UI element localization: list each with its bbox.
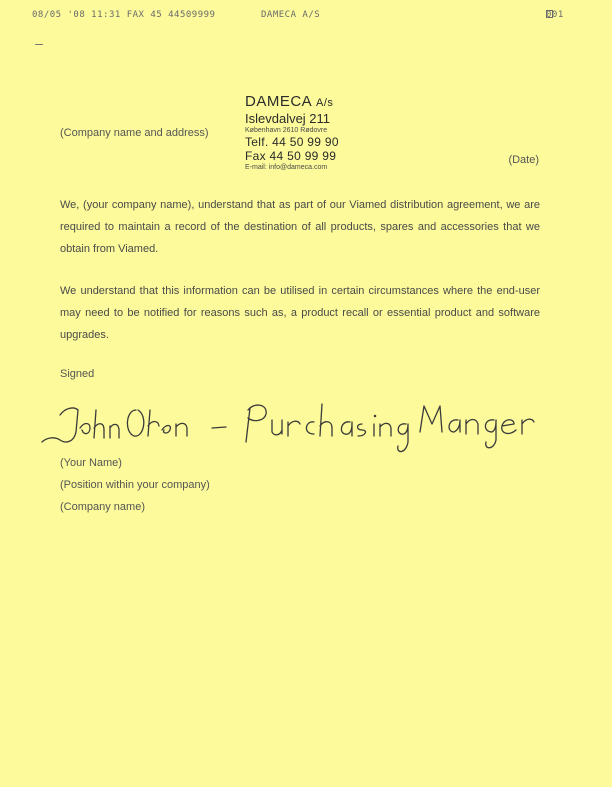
company-telephone: Telf. 44 50 99 90	[245, 135, 339, 149]
company-address-placeholder: (Company name and address)	[60, 127, 209, 139]
signature-drawing	[40, 380, 560, 460]
body-paragraph-2: We understand that this information can be utilised in certain circumstances where the end-user may need to be notified for reasons such as, a product recall or essential product and software upgrades.	[60, 285, 540, 341]
date-placeholder: (Date)	[508, 154, 539, 166]
company-name-suffix: A/s	[316, 97, 334, 109]
company-fax: Fax 44 50 99 99	[245, 149, 337, 163]
company-name	[245, 93, 385, 112]
corner-mark	[35, 44, 43, 45]
your-name-placeholder: (Your Name)	[60, 457, 122, 469]
company-name-placeholder: (Company name)	[60, 501, 145, 513]
fax-header-sender: DAMECA A/S	[261, 10, 321, 20]
company-email: E-mail: info@dameca.com	[245, 164, 328, 171]
fax-header-timestamp: 08/05 '08 11:31 FAX 45 44509999	[32, 10, 216, 20]
signed-label: Signed	[60, 368, 95, 380]
handwritten-signature	[40, 380, 560, 460]
letterhead-company-block	[245, 93, 385, 172]
signatory-details	[60, 452, 210, 518]
company-name-text: DAMECA	[245, 93, 312, 110]
fax-header-page-number: 001	[546, 10, 564, 20]
company-street: Islevdalvej 211	[245, 111, 331, 126]
body-paragraph-1: We, (your company name), understand that as part of our Viamed distribution agreement, we are required to maintain a record of the destination of all products, spares and accessories that we obtain from Viamed.	[60, 199, 540, 255]
company-city: København 2610 Rødovre	[245, 127, 328, 134]
fax-transmission-header	[32, 10, 564, 22]
position-placeholder: (Position within your company)	[60, 479, 210, 491]
